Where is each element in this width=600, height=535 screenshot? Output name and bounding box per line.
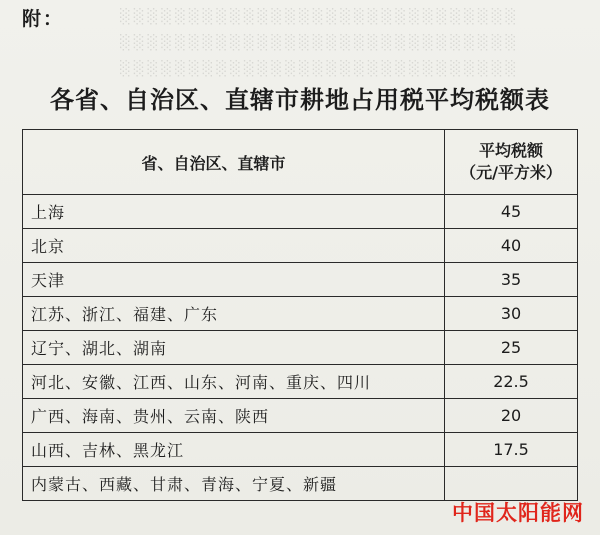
rate-cell: 35: [445, 263, 578, 297]
region-cell: 广西、海南、贵州、云南、陕西: [23, 399, 445, 433]
region-cell: 上海: [23, 195, 445, 229]
table-row: [23, 263, 578, 297]
table-row: [23, 229, 578, 263]
rate-cell: 20: [445, 399, 578, 433]
table-row: [23, 331, 578, 365]
bleed-through-text: ░░░░░░░░░░░░░░░░░░░░░░░░░░░░░ ░░░░░░░░░░░░░░░░░░░░░░░░░░░░░ ░░░░░░░░░░░░░░░░░░░░░░░░░░░░░: [120, 9, 520, 77]
rate-cell: 45: [445, 195, 578, 229]
rate-cell: 17.5: [445, 433, 578, 467]
table-row: [23, 467, 578, 501]
tax-rate-table: [22, 129, 578, 501]
region-column-header: 省、自治区、直辖市: [23, 130, 445, 195]
rate-header-line2: （元/平方米）: [460, 163, 562, 182]
document-title: 各省、自治区、直辖市耕地占用税平均税额表: [50, 86, 550, 114]
site-watermark: 中国太阳能网: [452, 501, 584, 525]
rate-header-line1: 平均税额: [478, 141, 543, 160]
region-cell: 辽宁、湖北、湖南: [23, 331, 445, 365]
table-row: [23, 365, 578, 399]
region-cell: 内蒙古、西藏、甘肃、青海、宁夏、新疆: [23, 467, 445, 501]
table-row: [23, 195, 578, 229]
rate-cell: 22.5: [445, 365, 578, 399]
rate-cell: 25: [445, 331, 578, 365]
region-cell: 江苏、浙江、福建、广东: [23, 297, 445, 331]
region-cell: 山西、吉林、黑龙江: [23, 433, 445, 467]
table-row: [23, 433, 578, 467]
region-cell: 天津: [23, 263, 445, 297]
rate-column-header: [445, 130, 578, 195]
region-cell: 北京: [23, 229, 445, 263]
attachment-label: 附：: [22, 8, 65, 30]
table-header-row: [23, 130, 578, 195]
table-row: [23, 297, 578, 331]
rate-cell: [445, 467, 578, 501]
region-cell: 河北、安徽、江西、山东、河南、重庆、四川: [23, 365, 445, 399]
rate-cell: 30: [445, 297, 578, 331]
table-row: [23, 399, 578, 433]
rate-cell: 40: [445, 229, 578, 263]
